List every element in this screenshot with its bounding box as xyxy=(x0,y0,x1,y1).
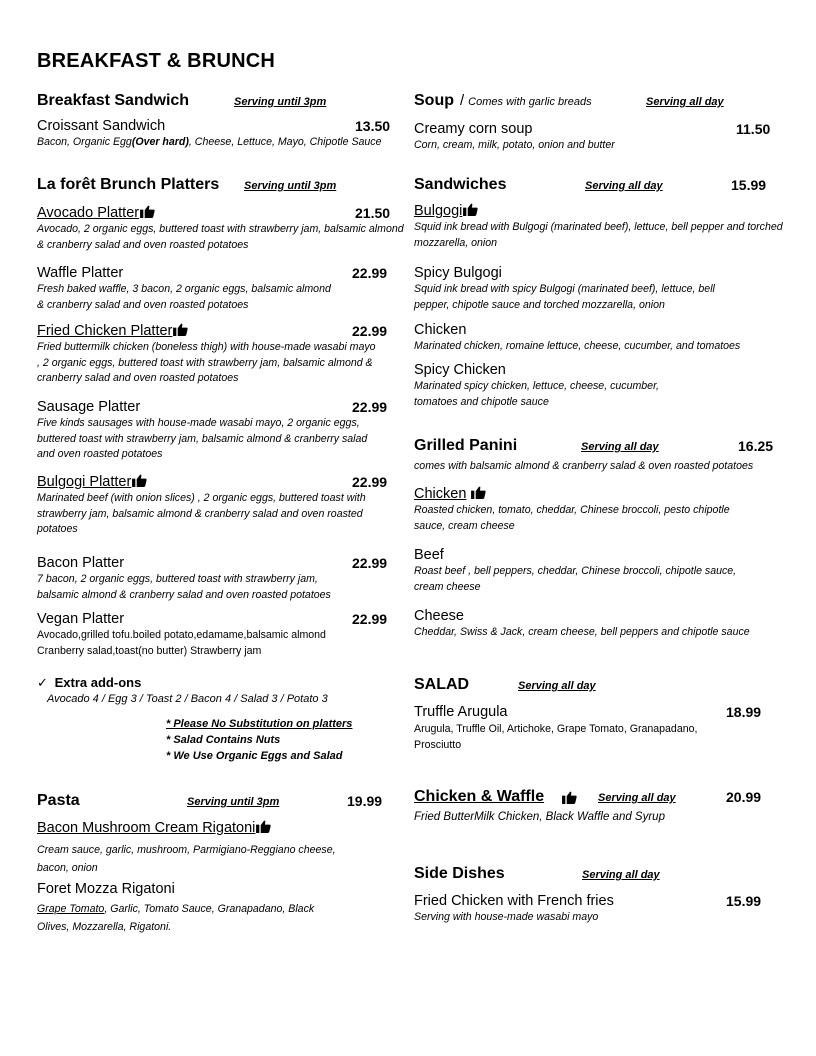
item-description: Cream sauce, garlic, mushroom, Parmigiano-Reggiano cheese, bacon, onion xyxy=(37,844,336,874)
section-price: 19.99 xyxy=(347,793,383,809)
item-name: Spicy Chicken xyxy=(414,362,506,378)
section-title: Breakfast Sandwich xyxy=(37,92,190,109)
section-price: 16.25 xyxy=(738,438,774,454)
page-title: BREAKFAST & BRUNCH xyxy=(37,50,276,72)
item-description: Cheddar, Swiss & Jack, cream cheese, bell peppers and chipotle sauce xyxy=(414,626,750,638)
serving-time: Serving all day xyxy=(518,680,596,692)
section-panini xyxy=(414,437,784,475)
section-title: Soup / Comes with garlic breads xyxy=(414,92,592,109)
serving-time: Serving until 3pm xyxy=(234,96,327,108)
thumbs-up-icon xyxy=(562,791,577,804)
item-description: Fresh baked waffle, 3 bacon, 2 organic eggs, balsamic almond & cranberry salad and oven roasted potatoes xyxy=(37,283,331,311)
item-price: 15.99 xyxy=(726,893,762,909)
section-price: 20.99 xyxy=(726,789,762,805)
note: * Salad Contains Nuts xyxy=(166,734,281,746)
section-title: Sandwiches xyxy=(414,176,507,193)
item-description: Corn, cream, milk, potato, onion and butter xyxy=(414,139,615,151)
serving-time: Serving all day xyxy=(582,869,660,881)
item-name: Fried Chicken Platter xyxy=(37,323,173,339)
item-description: Marinated chicken, romaine lettuce, cheese, cucumber, and tomatoes xyxy=(414,340,741,352)
item-description: Squid ink bread with spicy Bulgogi (marinated beef), lettuce, bell pepper, chipotle sauce and torched mozzarella, onion xyxy=(414,283,715,311)
section-price: 15.99 xyxy=(731,177,767,193)
section-salad xyxy=(414,676,784,698)
item-name: Avocado Platter xyxy=(37,205,140,221)
menu-item xyxy=(414,607,784,641)
menu-item xyxy=(37,819,367,877)
item-name: Chicken xyxy=(414,486,467,502)
menu-item xyxy=(37,117,407,151)
menu-item xyxy=(37,473,403,538)
menu-item xyxy=(414,703,762,753)
check-icon: ✓ xyxy=(37,675,48,690)
serving-time: Serving all day xyxy=(598,792,676,804)
item-description: Five kinds sausages with house-made wasabi mayo, 2 organic eggs, buttered toast with strawberry jam, balsamic almond & cranberry salad and oven roasted potatoes xyxy=(37,417,368,460)
thumbs-up-icon xyxy=(140,205,155,218)
item-price: 22.99 xyxy=(352,555,388,571)
section-title: Pasta xyxy=(37,792,80,809)
serving-time: Serving all day xyxy=(646,96,724,108)
menu-item xyxy=(414,120,784,154)
item-name: Cheese xyxy=(414,608,464,624)
item-description: 7 bacon, 2 organic eggs, buttered toast with strawberry jam, balsamic almond & cranberry salad and oven roasted potatoes xyxy=(37,573,331,601)
menu-item xyxy=(37,554,388,603)
item-price: 11.50 xyxy=(736,121,771,137)
item-name: Truffle Arugula xyxy=(414,704,508,720)
menu-item xyxy=(37,880,337,936)
item-name: Fried Chicken with French fries xyxy=(414,893,614,909)
item-description: Fried ButterMilk Chicken, Black Waffle and Syrup xyxy=(414,811,665,823)
item-name: Bacon Mushroom Cream Rigatoni xyxy=(37,820,256,836)
section-brunch-platters xyxy=(37,176,407,198)
thumbs-up-icon xyxy=(471,486,486,499)
item-description: Avocado, 2 organic eggs, buttered toast with strawberry jam, balsamic almond & cranberry salad and oven roasted potatoes xyxy=(37,223,404,251)
addons-list: Avocado 4 / Egg 3 / Toast 2 / Bacon 4 / Salad 3 / Potato 3 xyxy=(47,693,328,705)
menu-item xyxy=(37,264,388,313)
note: * We Use Organic Eggs and Salad xyxy=(166,750,343,762)
item-name: Bacon Platter xyxy=(37,555,125,571)
item-name: Waffle Platter xyxy=(37,265,124,281)
item-description: Bacon, Organic Egg(Over hard), Cheese, Lettuce, Mayo, Chipotle Sauce xyxy=(37,136,382,148)
item-price: 22.99 xyxy=(352,265,388,281)
item-description: Avocado,grilled tofu.boiled potato,edamame,balsamic almond Cranberry salad,toast(no butter) Strawberry jam xyxy=(37,629,326,657)
thumbs-up-icon xyxy=(463,203,478,216)
serving-time: Serving until 3pm xyxy=(244,180,337,192)
thumbs-up-icon xyxy=(132,474,147,487)
section-soup xyxy=(414,92,784,114)
menu-item xyxy=(414,264,734,313)
addons-title: ✓ Extra add-ons xyxy=(37,675,142,690)
section-pasta xyxy=(37,792,407,814)
section-title: La forêt Brunch Platters xyxy=(37,176,220,193)
item-price: 22.99 xyxy=(352,611,388,627)
serving-time: Serving until 3pm xyxy=(187,796,280,808)
item-name: Chicken xyxy=(414,322,467,338)
item-price: 22.99 xyxy=(352,399,388,415)
menu-item xyxy=(37,322,388,387)
section-chicken-waffle xyxy=(414,788,784,826)
menu-item xyxy=(414,321,784,355)
item-description: Grape Tomato, Garlic, Tomato Sauce, Granapadano, Black Olives, Mozzarella, Rigatoni. xyxy=(37,903,315,933)
menu-item xyxy=(37,398,387,463)
item-description: Squid ink bread with Bulgogi (marinated beef), lettuce, bell pepper and torched mozzarella, onion xyxy=(414,221,783,249)
thumbs-up-icon xyxy=(256,820,271,833)
serving-time: Serving all day xyxy=(581,441,659,453)
section-title: SALAD xyxy=(414,676,470,693)
item-price: 18.99 xyxy=(726,704,762,720)
section-breakfast-sandwich xyxy=(37,92,407,148)
item-description: Serving with house-made wasabi mayo xyxy=(414,911,599,923)
item-price: 22.99 xyxy=(352,474,388,490)
serving-time: Serving all day xyxy=(585,180,663,192)
item-name: Foret Mozza Rigatoni xyxy=(37,881,175,897)
section-subtitle: comes with balsamic almond & cranberry salad & oven roasted potatoes xyxy=(414,460,754,472)
item-name: Spicy Bulgogi xyxy=(414,265,502,281)
item-price: 21.50 xyxy=(355,205,391,221)
platter-notes xyxy=(166,716,352,764)
item-description: Arugula, Truffle Oil, Artichoke, Grape Tomato, Granapadano, Prosciutto xyxy=(414,723,698,751)
item-description: Marinated spicy chicken, lettuce, cheese, cucumber, tomatoes and chipotle sauce xyxy=(414,380,659,408)
menu-item xyxy=(37,610,388,659)
section-title: Chicken & Waffle xyxy=(414,788,545,805)
menu-item xyxy=(414,892,784,926)
section-side-dishes xyxy=(414,865,784,887)
item-name: Vegan Platter xyxy=(37,611,125,627)
menu-item xyxy=(414,361,694,410)
section-title: Grilled Panini xyxy=(414,437,518,454)
menu-item xyxy=(414,546,764,595)
item-description: Roast beef , bell peppers, cheddar, Chinese broccoli, chipotle sauce, cream cheese xyxy=(414,565,737,593)
menu-item xyxy=(37,204,407,253)
item-name: Bulgogi Platter xyxy=(37,474,132,490)
section-sandwiches xyxy=(414,176,784,198)
item-description: Marinated beef (with onion slices) , 2 organic eggs, buttered toast with strawberry jam, balsamic almond & cranberry salad and oven roasted potatoes xyxy=(37,492,366,535)
menu-item xyxy=(414,485,734,534)
item-name: Croissant Sandwich xyxy=(37,118,166,134)
item-name: Creamy corn soup xyxy=(414,121,533,137)
item-name: Bulgogi xyxy=(414,203,463,219)
menu-item xyxy=(414,202,784,251)
thumbs-up-icon xyxy=(173,323,188,336)
item-price: 13.50 xyxy=(355,118,391,134)
item-description: Fried buttermilk chicken (boneless thigh) with house-made wasabi mayo , 2 organic eggs, buttered toast with strawberry jam, balsamic almond & cranberry salad and oven roasted potatoes xyxy=(37,341,376,384)
item-price: 22.99 xyxy=(352,323,388,339)
item-description: Roasted chicken, tomato, cheddar, Chinese broccoli, pesto chipotle sauce, cream cheese xyxy=(414,504,730,532)
section-title: Side Dishes xyxy=(414,865,505,882)
item-name: Sausage Platter xyxy=(37,399,141,415)
note: * Please No Substitution on platters xyxy=(166,718,353,730)
item-name: Beef xyxy=(414,547,444,563)
